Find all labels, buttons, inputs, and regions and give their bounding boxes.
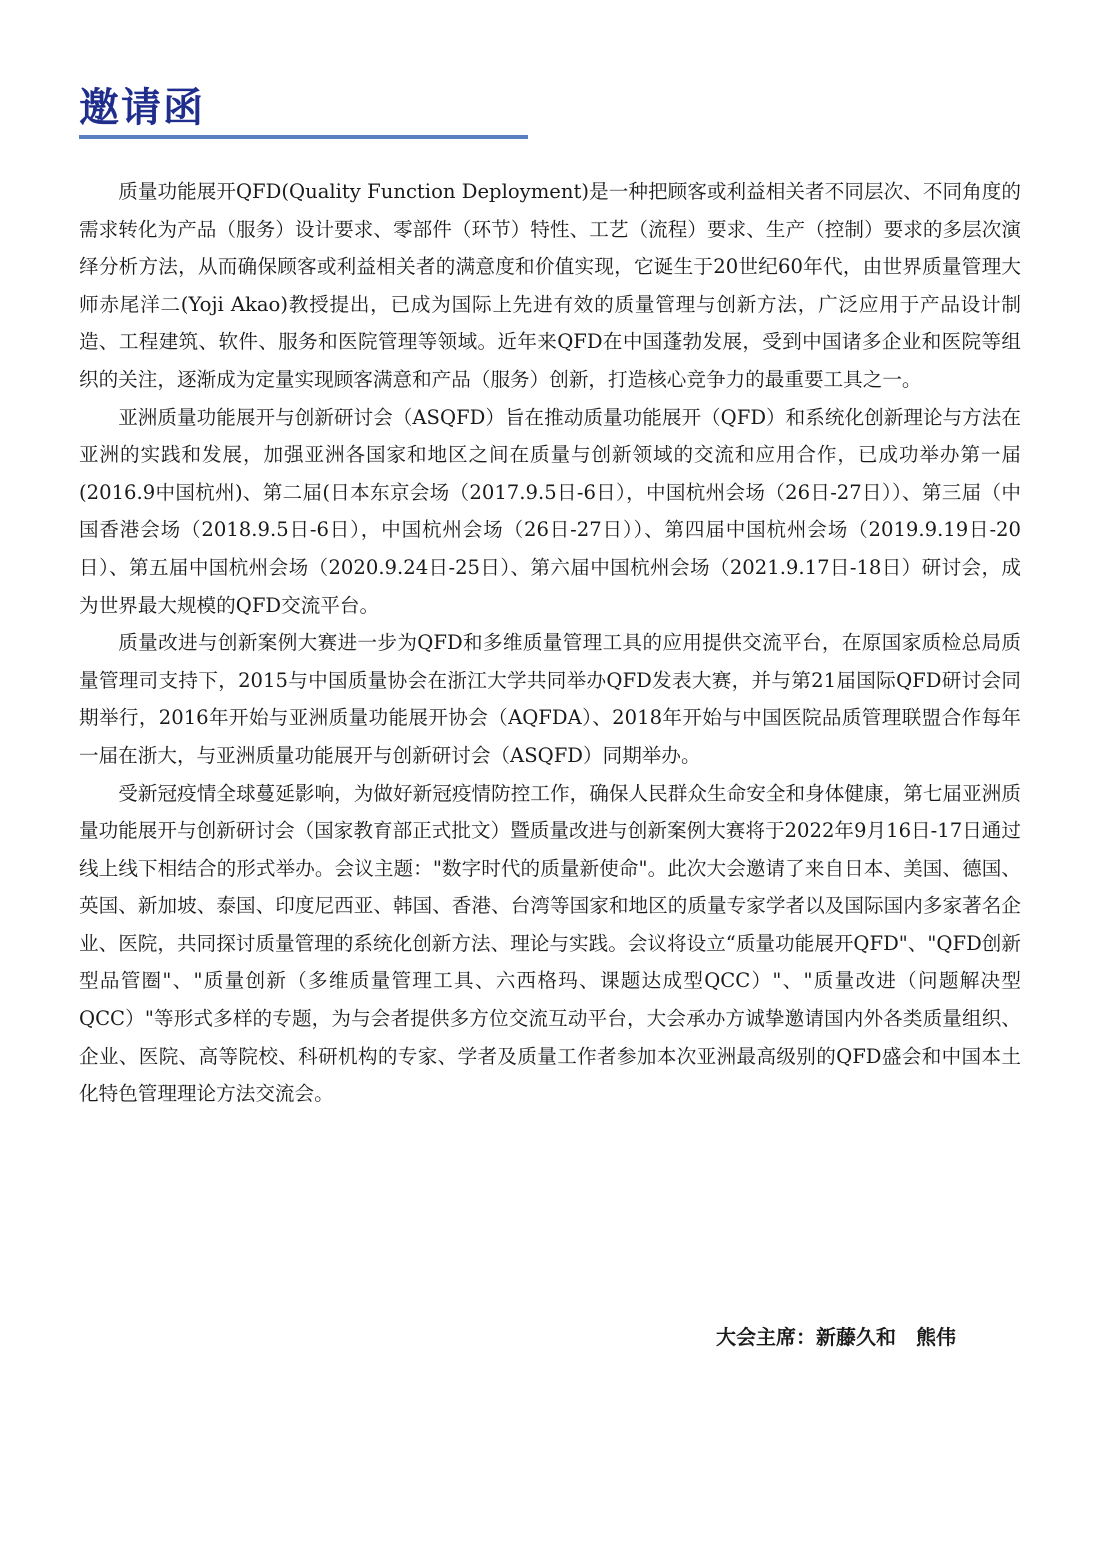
letter-body (79, 173, 1021, 1113)
page-title: 邀请函 (79, 85, 205, 131)
paragraph-case-contest: 质量改进与创新案例大赛进一步为QFD和多维质量管理工具的应用提供交流平台，在原国家质检总局质量管理司支持下，2015与中国质量协会在浙江大学共同举办QFD发表大赛，并与第21届国际QFD研讨会同期举行，2016年开始与亚洲质量功能展开协会（AQFDA）、2018年开始与中国医院品质管理联盟合作每年一届在浙大，与亚洲质量功能展开与创新研讨会（ASQFD）同期举办。 (79, 631, 1021, 767)
paragraph-asqfd-history: 亚洲质量功能展开与创新研讨会（ASQFD）旨在推动质量功能展开（QFD）和系统化创新理论与方法在亚洲的实践和发展，加强亚洲各国家和地区之间在质量与创新领域的交流和应用合作，已成功举办第一届(2016.9中国杭州)、第二届(日本东京会场（2017.9.5日-6日），中国杭州会场（26日-27日））、第三届（中国香港会场（2018.9.5日-6日），中国杭州会场（26日-27日））、第四届中国杭州会场（2019.9.19日-20日）、第五届中国杭州会场（2020.9.24日-25日）、第六届中国杭州会场（2021.9.17日-18日）研讨会，成为世界最大规模的QFD交流平台。 (79, 405, 1021, 617)
paragraph-qfd-intro: 质量功能展开QFD(Quality Function Deployment)是一种把顾客或利益相关者不同层次、不同角度的需求转化为产品（服务）设计要求、零部件（环节）特性、工艺（流程）要求、生产（控制）要求的多层次演绎分析方法，从而确保顾客或利益相关者的满意度和价值实现，它诞生于20世纪60年代，由世界质量管理大师赤尾洋二(Yoji Akao)教授提出，已成为国际上先进有效的质量管理与创新方法，广泛应用于产品设计制造、工程建筑、软件、服务和医院管理等领域。近年来QFD在中国蓬勃发展，受到中国诸多企业和医院等组织的关注，逐渐成为定量实现顾客满意和产品（服务）创新，打造核心竞争力的最重要工具之一。 (79, 180, 1021, 391)
paragraph-conference-invitation: 受新冠疫情全球蔓延影响，为做好新冠疫情防控工作，确保人民群众生命安全和身体健康，第七届亚洲质量功能展开与创新研讨会（国家教育部正式批文）暨质量改进与创新案例大赛将于2022年9月16日-17日通过线上线下相结合的形式举办。会议主题："数字时代的质量新使命"。此次大会邀请了来自日本、美国、德国、英国、新加坡、泰国、印度尼西亚、韩国、香港、台湾等国家和地区的质量专家学者以及国际国内多家著名企业、医院，共同探讨质量管理的系统化创新方法、理论与实践。会议将设立“质量功能展开QFD"、"QFD创新型品管圈"、"质量创新（多维质量管理工具、六西格玛、课题达成型QCC）"、"质量改进（问题解决型QCC）"等形式多样的专题，为与会者提供多方位交流互动平台，大会承办方诚挚邀请国内外各类质量组织、企业、医院、高等院校、科研机构的专家、学者及质量工作者参加本次亚洲最高级别的QFD盛会和中国本土化特色管理理论方法交流会。 (79, 781, 1021, 1106)
chair-signature: 大会主席：新藤久和 熊伟 (716, 1325, 956, 1349)
title-underline (79, 135, 528, 139)
